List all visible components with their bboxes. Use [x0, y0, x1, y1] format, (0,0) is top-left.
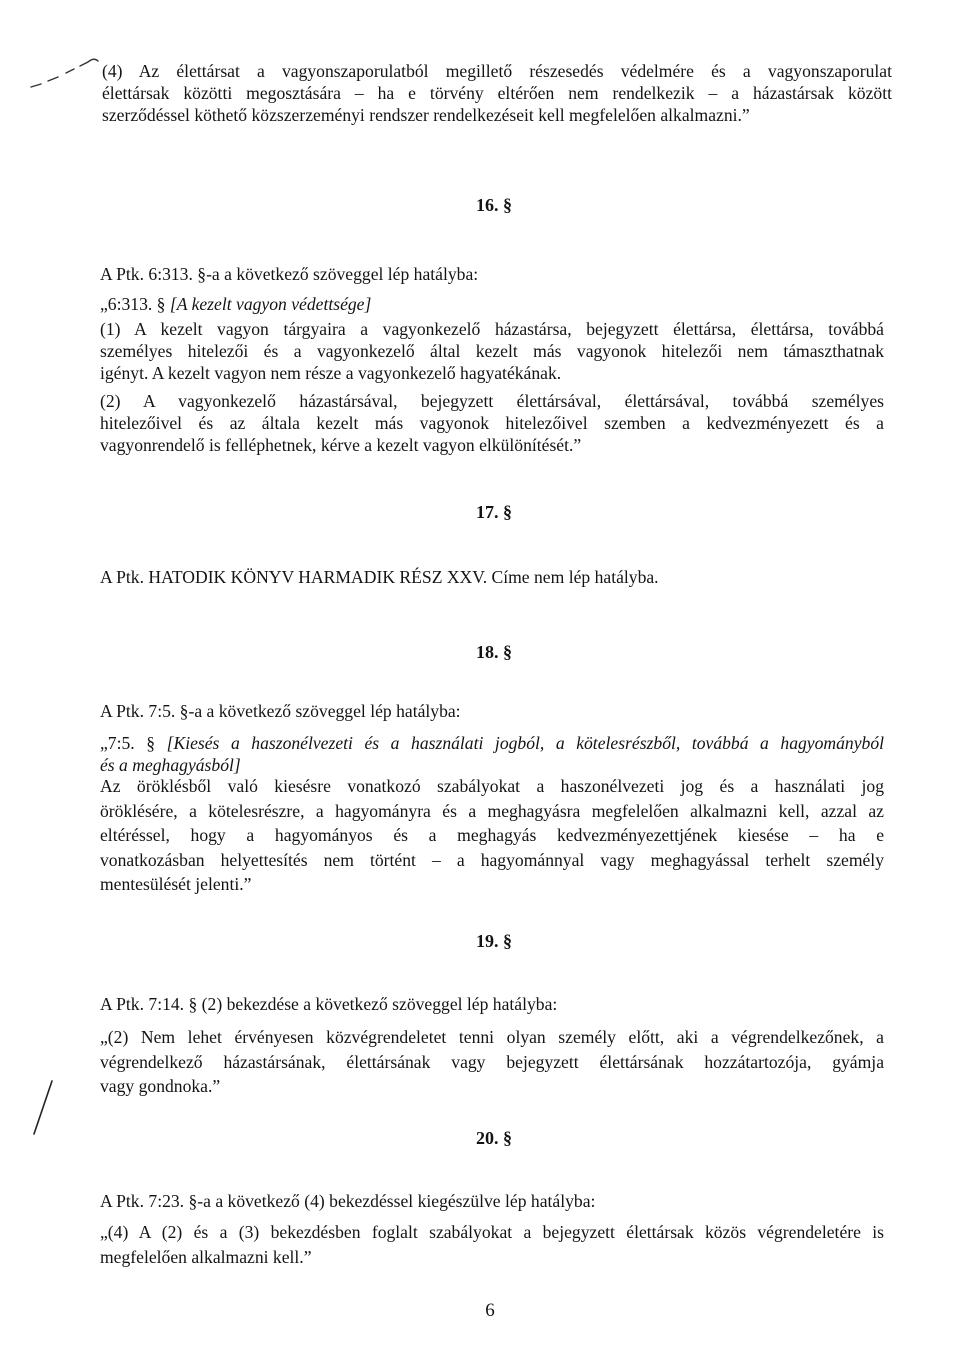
section-20-intro: A Ptk. 7:23. §-a a következő (4) bekezdéssel kiegészülve lép hatályba:: [100, 1191, 596, 1211]
section-16-intro: A Ptk. 6:313. §-a a következő szöveggel lép hatályba:: [100, 264, 479, 284]
quote-section-ref: „6:313. §: [100, 294, 166, 314]
section-18-body: [100, 774, 884, 897]
text-line: végrendelkező házastársának, élettársának vagy bejegyzett élettársának hozzátartozója, gyámja: [100, 1051, 884, 1072]
text-line: hitelezőivel és az általa kezelt más vagyonok hitelezőivel szemben a kedvezményezett és a: [100, 413, 884, 433]
text-line: „(2) Nem lehet érvényesen közvégrendeletet tenni olyan személy előtt, aki a végrendelkezőnek, a: [100, 1027, 884, 1047]
section-18-quote-title: [100, 732, 884, 776]
text-line: vonatkozásban helyettesítés nem történt – a hagyománnyal vagy meghagyással terhelt személy: [100, 849, 884, 870]
section-16-quote-title: [100, 293, 884, 315]
section-heading-16: 16. §: [476, 195, 512, 215]
text-line: (2) A vagyonkezelő házastársával, bejegyzett élettársával, élettársával, továbbá személyes: [100, 391, 884, 411]
section-heading-18: 18. §: [476, 642, 512, 662]
quote-title: és a meghagyásból]: [100, 755, 241, 775]
section-heading-19: 19. §: [476, 931, 512, 951]
section-18-intro: A Ptk. 7:5. §-a a következő szöveggel lép hatályba:: [100, 701, 461, 721]
quote-section-ref: „7:5. §: [100, 733, 156, 753]
text-line: öröklésére, a kötelesrészre, a hagyományra és a meghagyásra megfelelően alkalmazni kell, azzal az: [100, 800, 884, 821]
text-line: vagy gondnoka.”: [100, 1076, 221, 1096]
quote-title: [Kiesés a haszonélvezeti és a használati jogból, a kötelesrészből, továbbá a hagyományból: [166, 733, 884, 753]
text-line: Az öröklésből való kiesésre vonatkozó szabályokat a haszonélvezeti jog és a használati jog: [100, 776, 884, 796]
section-16-paragraph-1: [100, 318, 884, 384]
section-heading-17: 17. §: [476, 502, 512, 522]
text-line: vagyonrendelő is felléphetnek, kérve a kezelt vagyon elkülönítését.”: [100, 435, 582, 455]
quote-title: [A kezelt vagyon védettsége]: [169, 294, 372, 314]
text-line: élettársak közötti megosztására – ha e törvény eltérően nem rendelkezik – a házastársak között: [102, 83, 892, 103]
text-line: mentesülését jelenti.”: [100, 874, 252, 894]
text-line: igényt. A kezelt vagyon nem része a vagyonkezelő hagyatékának.: [100, 363, 562, 383]
section-heading-20: 20. §: [476, 1128, 512, 1148]
section-19-intro: A Ptk. 7:14. § (2) bekezdése a következő szöveggel lép hatályba:: [100, 994, 558, 1014]
paragraph-4: [102, 60, 892, 126]
margin-dash-mark: [28, 55, 104, 95]
page-number: 6: [485, 1300, 495, 1321]
section-16-paragraph-2: [100, 390, 884, 456]
text-line: „(4) A (2) és a (3) bekezdésben foglalt szabályokat a bejegyzett élettársak közös végrendeletére is: [100, 1222, 884, 1242]
text-line: személyes hitelezői és a vagyonkezelő által kezelt más vagyonok hitelezői nem támaszthatnak: [100, 341, 884, 361]
text-line: (4) Az élettársat a vagyonszaporulatból megillető részesedés védelmére és a vagyonszaporulat: [102, 61, 892, 81]
text-line: eltéréssel, hogy a hagyományos és a meghagyás kedvezményezettjének kiesése – ha e: [100, 825, 884, 845]
text-line: szerződéssel köthető közszerzeményi rendszer rendelkezéseit kell megfelelően alkalmazni.”: [102, 105, 750, 125]
section-20-quote: [100, 1220, 884, 1269]
text-line: (1) A kezelt vagyon tárgyaira a vagyonkezelő házastársa, bejegyzett élettársa, élettársa, továbbá: [100, 319, 884, 339]
section-19-quote: [100, 1025, 884, 1099]
section-17-text: A Ptk. HATODIK KÖNYV HARMADIK RÉSZ XXV. Címe nem lép hatályba.: [100, 567, 659, 587]
text-line: megfelelően alkalmazni kell.”: [100, 1246, 312, 1267]
